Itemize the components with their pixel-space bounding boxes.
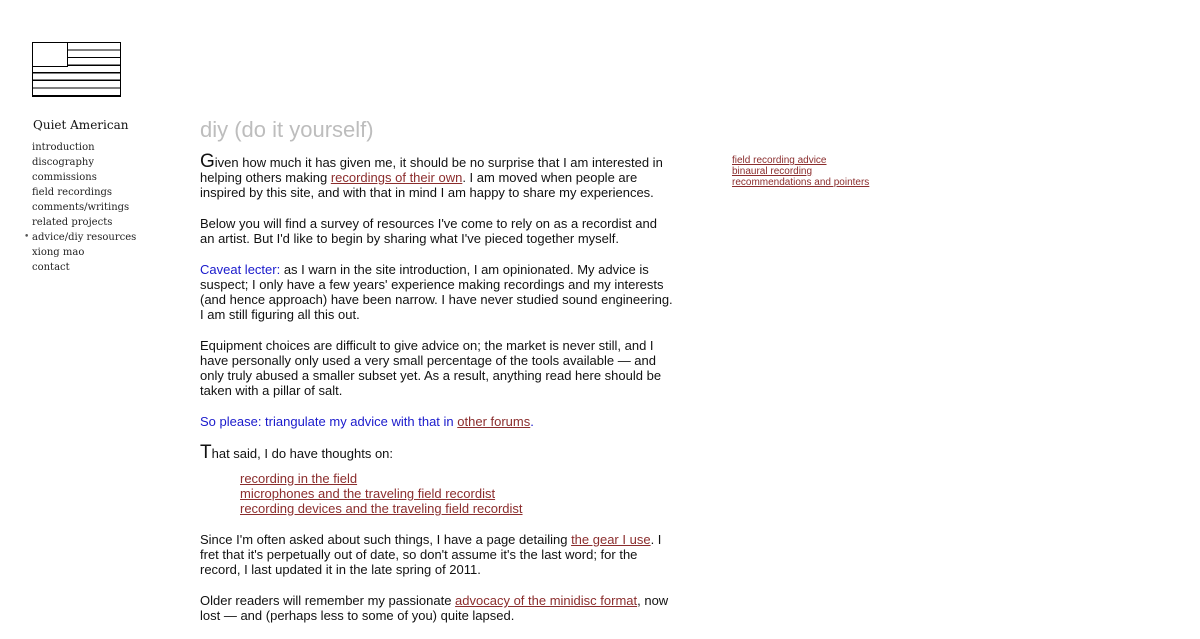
site-name[interactable]: Quiet American (33, 118, 129, 132)
side-link-binaural-recording[interactable]: binaural recording (732, 166, 813, 177)
nav-item-contact[interactable]: contact (32, 262, 70, 273)
drop-cap: G (200, 151, 215, 172)
topic-link-microphones[interactable]: microphones and the traveling field recordist (240, 486, 496, 501)
caveat-paragraph: Caveat lecter: as I warn in the site introduction, I am opinionated. My advice is suspect; I only have a few years' experience making recordings and my interests (and hence approach) have been narrow. I have never studied sound engineering. I am still figuring all this out. (200, 262, 673, 322)
thoughts-paragraph: That said, I do have thoughts on: (200, 442, 394, 463)
side-links (732, 155, 869, 188)
recordings-of-their-own-link[interactable]: recordings of their own (330, 170, 463, 185)
list-item (240, 486, 675, 501)
minidisc-paragraph: Older readers will remember my passionate advocacy of the minidisc format, now lost — and (perhaps less to some of you) quite lapsed. (200, 593, 669, 623)
list-item (240, 501, 675, 516)
side-link-field-recording-advice[interactable]: field recording advice (732, 155, 827, 166)
sidebar-nav (24, 140, 137, 275)
nav-item-commissions[interactable]: commissions (32, 172, 97, 183)
list-item (240, 471, 675, 486)
gear-i-use-link[interactable]: the gear I use (571, 532, 651, 547)
nav-item-discography[interactable]: discography (32, 157, 94, 168)
nav-item-related-projects[interactable]: related projects (32, 217, 113, 228)
nav-item-field-recordings[interactable]: field recordings (32, 187, 113, 198)
caveat-lead: Caveat lecter: (200, 262, 281, 277)
side-link-recommendations[interactable]: recommendations and pointers (732, 177, 870, 188)
other-forums-link[interactable]: other forums (457, 414, 531, 429)
gear-paragraph: Since I'm often asked about such things, I have a page detailing the gear I use. I fret that it's perpetually out of date, so don't assume it's the last word; for the record, I last updated it in the late spring of 2011. (200, 532, 662, 577)
nav-item-advice-diy-resources[interactable]: • advice/diy resources (24, 232, 137, 243)
triangulate-paragraph: So please: triangulate my advice with that in other forums. (200, 414, 534, 429)
nav-item-comments-writings[interactable]: comments/writings (32, 202, 130, 213)
equipment-paragraph: Equipment choices are difficult to give advice on; the market is never still, and I have personally only used a very small percentage of the tools available — and only truly abused a smaller subset yet. As a result, anything read here should be taken with a pillar of salt. (200, 338, 662, 398)
nav-item-xiong-mao[interactable]: xiong mao (32, 247, 85, 258)
intro-paragraph: Given how much it has given me, it should be no surprise that I am interested in helping others making recordings of their own. I am moved when people are inspired by this site, and with that in mind I am happy to share my experiences. (200, 151, 663, 200)
topic-link-recording-in-the-field[interactable]: recording in the field (240, 471, 358, 486)
topic-link-recording-devices[interactable]: recording devices and the traveling field recordist (240, 501, 523, 516)
survey-paragraph: Below you will find a survey of resources I've come to rely on as a recordist and an artist. But I'd like to begin by sharing what I've pieced together myself. (200, 216, 657, 246)
drop-cap: T (200, 442, 212, 463)
main-content (200, 151, 675, 639)
site-logo-flag[interactable] (32, 42, 121, 97)
page-title: diy (do it yourself) (200, 117, 374, 142)
nav-item-introduction[interactable]: introduction (32, 142, 95, 153)
topics-list (240, 471, 675, 516)
flag-canton (33, 43, 68, 67)
minidisc-advocacy-link[interactable]: advocacy of the minidisc format (455, 593, 638, 608)
active-nav-bullet-icon: • (24, 232, 30, 242)
